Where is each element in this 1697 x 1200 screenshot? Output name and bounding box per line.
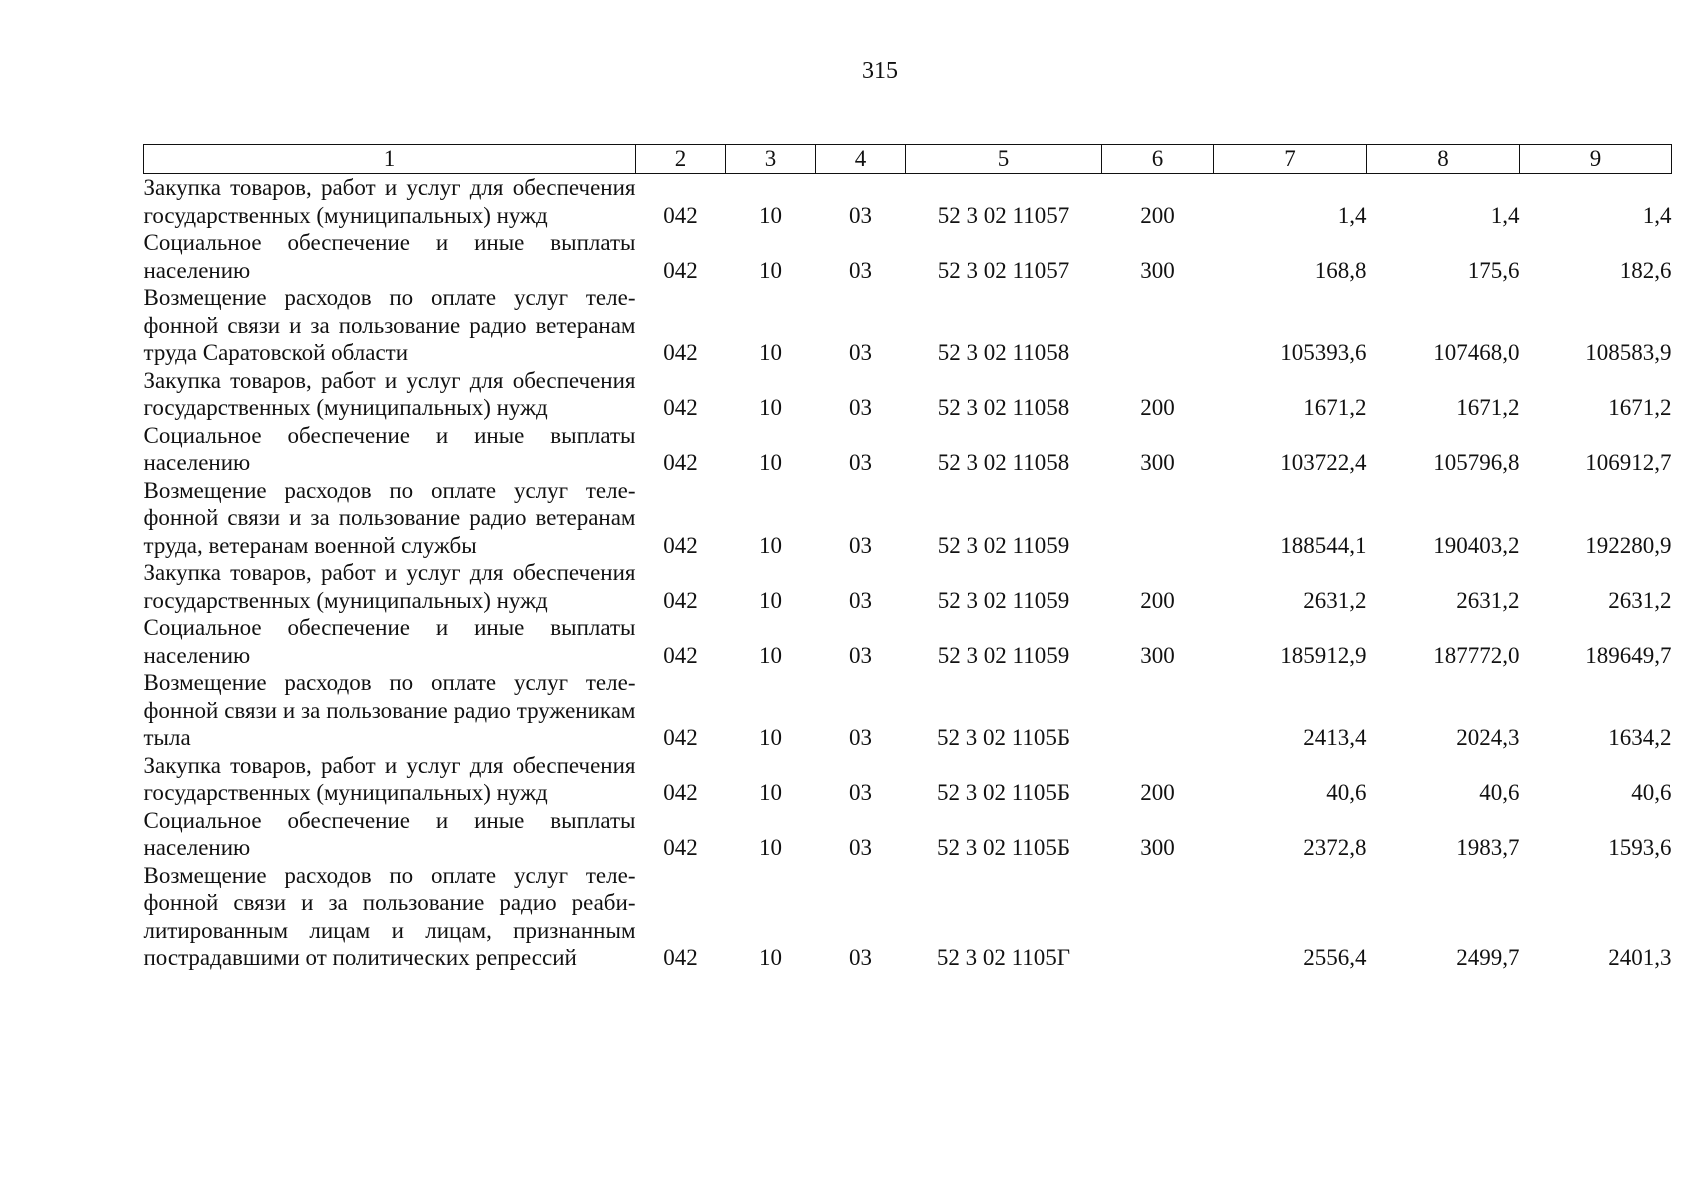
row-description: Возмещение расходов по оплате услуг телефонной связи и за пользование радио ветеранам труда Саратовской области (143, 285, 636, 365)
column-header-6: 6 (1102, 145, 1214, 174)
column-header-2: 2 (636, 145, 726, 174)
cell-amount-year-1: 40,6 (1326, 780, 1367, 805)
cell-expense-type: 300 (1140, 642, 1175, 668)
cell-target-article: 52 3 02 1105Г (936, 945, 1071, 970)
cell-admin-code: 042 (663, 725, 698, 750)
cell-amount-year-2: 105796,8 (1433, 450, 1520, 475)
column-header-9: 9 (1520, 145, 1672, 174)
cell-section: 10 (759, 587, 782, 613)
cell-target-article: 52 3 02 11057 (937, 257, 1070, 283)
cell-amount-year-2: 175,6 (1467, 257, 1520, 283)
budget-table (143, 144, 1672, 972)
cell-amount-year-1: 103722,4 (1280, 450, 1367, 475)
cell-subsection: 03 (849, 945, 872, 970)
row-description: Закупка товаров, работ и услуг для обеспечения государственных (муниципальных) нужд (143, 175, 636, 228)
table-row (144, 752, 1672, 807)
cell-admin-code: 042 (663, 945, 698, 970)
row-description: Социальное обеспечение и иные выплаты населению (143, 615, 636, 668)
cell-target-article: 52 3 02 11057 (937, 202, 1070, 228)
column-header-7: 7 (1214, 145, 1367, 174)
cell-amount-year-2: 1983,7 (1456, 835, 1520, 860)
cell-amount-year-3: 1671,2 (1608, 395, 1672, 420)
column-header-5: 5 (906, 145, 1102, 174)
column-header-4: 4 (816, 145, 906, 174)
cell-expense-type: 200 (1140, 395, 1175, 420)
cell-expense-type: 200 (1140, 780, 1175, 805)
table-row (144, 367, 1672, 422)
cell-expense-type (1102, 669, 1214, 752)
table-row (144, 229, 1672, 284)
cell-amount-year-2: 1671,2 (1456, 395, 1520, 420)
cell-admin-code: 042 (663, 202, 698, 228)
cell-expense-type: 300 (1140, 450, 1175, 475)
cell-amount-year-1: 2631,2 (1303, 587, 1367, 613)
cell-admin-code: 042 (663, 642, 698, 668)
cell-expense-type (1102, 477, 1214, 560)
cell-amount-year-3: 189649,7 (1585, 642, 1672, 668)
cell-subsection: 03 (849, 395, 872, 420)
cell-amount-year-2: 1,4 (1490, 202, 1520, 228)
table-row (144, 559, 1672, 614)
cell-amount-year-2: 187772,0 (1433, 642, 1520, 668)
column-header-3: 3 (726, 145, 816, 174)
cell-expense-type: 200 (1140, 587, 1175, 613)
cell-expense-type (1102, 862, 1214, 972)
cell-section: 10 (759, 780, 782, 805)
cell-subsection: 03 (849, 587, 872, 613)
cell-target-article: 52 3 02 1105Б (936, 835, 1071, 860)
cell-target-article: 52 3 02 11058 (937, 450, 1070, 475)
cell-expense-type (1102, 284, 1214, 367)
cell-subsection: 03 (849, 257, 872, 283)
cell-target-article: 52 3 02 1105Б (936, 780, 1071, 805)
cell-section: 10 (759, 642, 782, 668)
cell-section: 10 (759, 395, 782, 420)
cell-section: 10 (759, 257, 782, 283)
cell-target-article: 52 3 02 11058 (937, 395, 1070, 420)
cell-admin-code: 042 (663, 395, 698, 420)
row-description: Возмещение расходов по оплате услуг телефонной связи и за пользование радио ветеранам труда, ветеранам военной службы (143, 477, 636, 558)
cell-amount-year-3: 108583,9 (1585, 340, 1672, 365)
cell-target-article: 52 3 02 11059 (937, 532, 1070, 558)
table-row (144, 807, 1672, 862)
cell-amount-year-1: 2372,8 (1303, 835, 1367, 860)
page-number: 315 (862, 58, 898, 84)
table-row (144, 174, 1672, 230)
cell-section: 10 (759, 945, 782, 970)
table-row (144, 614, 1672, 669)
cell-target-article: 52 3 02 11059 (937, 642, 1070, 668)
cell-amount-year-3: 1,4 (1642, 202, 1672, 228)
cell-target-article: 52 3 02 1105Б (936, 725, 1071, 750)
table-row (144, 477, 1672, 560)
cell-target-article: 52 3 02 11058 (937, 340, 1070, 365)
cell-section: 10 (759, 725, 782, 750)
cell-subsection: 03 (849, 202, 872, 228)
table-header (144, 145, 1672, 174)
cell-amount-year-3: 2401,3 (1608, 945, 1672, 970)
cell-amount-year-2: 2024,3 (1456, 725, 1520, 750)
cell-amount-year-3: 182,6 (1619, 257, 1672, 283)
cell-amount-year-1: 2556,4 (1303, 945, 1367, 970)
cell-section: 10 (759, 340, 782, 365)
cell-amount-year-2: 2499,7 (1456, 945, 1520, 970)
column-header-1: 1 (144, 145, 636, 174)
cell-section: 10 (759, 202, 782, 228)
cell-section: 10 (759, 532, 782, 558)
cell-subsection: 03 (849, 835, 872, 860)
row-description: Возмещение расходов по оплате услуг телефонной связи и за пользование радио труженикам тыла (143, 670, 636, 750)
row-description: Закупка товаров, работ и услуг для обеспечения государственных (муниципальных) нужд (143, 367, 636, 420)
cell-subsection: 03 (849, 642, 872, 668)
cell-amount-year-2: 2631,2 (1456, 587, 1520, 613)
table-row (144, 669, 1672, 752)
cell-subsection: 03 (849, 450, 872, 475)
cell-amount-year-2: 40,6 (1479, 780, 1520, 805)
cell-amount-year-1: 188544,1 (1280, 532, 1367, 558)
cell-expense-type: 200 (1140, 202, 1175, 228)
cell-section: 10 (759, 835, 782, 860)
cell-admin-code: 042 (663, 835, 698, 860)
column-header-8: 8 (1367, 145, 1520, 174)
table-row (144, 284, 1672, 367)
cell-amount-year-1: 1671,2 (1303, 395, 1367, 420)
table-row (144, 422, 1672, 477)
cell-admin-code: 042 (663, 450, 698, 475)
cell-amount-year-1: 185912,9 (1280, 642, 1367, 668)
cell-amount-year-3: 1634,2 (1608, 725, 1672, 750)
cell-amount-year-2: 190403,2 (1433, 532, 1520, 558)
table-row (144, 862, 1672, 972)
row-description: Социальное обеспечение и иные выплаты населению (143, 807, 636, 860)
row-description: Закупка товаров, работ и услуг для обеспечения государственных (муниципальных) нужд (143, 560, 636, 613)
cell-amount-year-3: 1593,6 (1608, 835, 1672, 860)
cell-amount-year-3: 2631,2 (1608, 587, 1672, 613)
row-description: Закупка товаров, работ и услуг для обеспечения государственных (муниципальных) нужд (143, 752, 636, 805)
cell-admin-code: 042 (663, 587, 698, 613)
cell-section: 10 (759, 450, 782, 475)
cell-amount-year-3: 192280,9 (1585, 532, 1672, 558)
cell-admin-code: 042 (663, 257, 698, 283)
cell-amount-year-3: 40,6 (1631, 780, 1672, 805)
cell-amount-year-3: 106912,7 (1585, 450, 1672, 475)
cell-amount-year-2: 107468,0 (1433, 340, 1520, 365)
cell-subsection: 03 (849, 340, 872, 365)
cell-subsection: 03 (849, 532, 872, 558)
cell-admin-code: 042 (663, 780, 698, 805)
row-description: Социальное обеспечение и иные выплаты населению (143, 230, 636, 283)
row-description: Социальное обеспечение и иные выплаты населению (143, 422, 636, 475)
row-description: Возмещение расходов по оплате услуг телефонной связи и за пользование радио реабилитированным лицам и лицам, признанным пострадавшими от политических репрессий (143, 862, 636, 970)
cell-amount-year-1: 105393,6 (1280, 340, 1367, 365)
cell-subsection: 03 (849, 780, 872, 805)
table-body (144, 174, 1672, 972)
header-row (144, 145, 1672, 174)
cell-admin-code: 042 (663, 340, 698, 365)
cell-expense-type: 300 (1140, 257, 1175, 283)
cell-subsection: 03 (849, 725, 872, 750)
cell-expense-type: 300 (1140, 835, 1175, 860)
cell-amount-year-1: 2413,4 (1303, 725, 1367, 750)
cell-admin-code: 042 (663, 532, 698, 558)
cell-target-article: 52 3 02 11059 (937, 587, 1070, 613)
cell-amount-year-1: 1,4 (1337, 202, 1367, 228)
cell-amount-year-1: 168,8 (1314, 257, 1367, 283)
